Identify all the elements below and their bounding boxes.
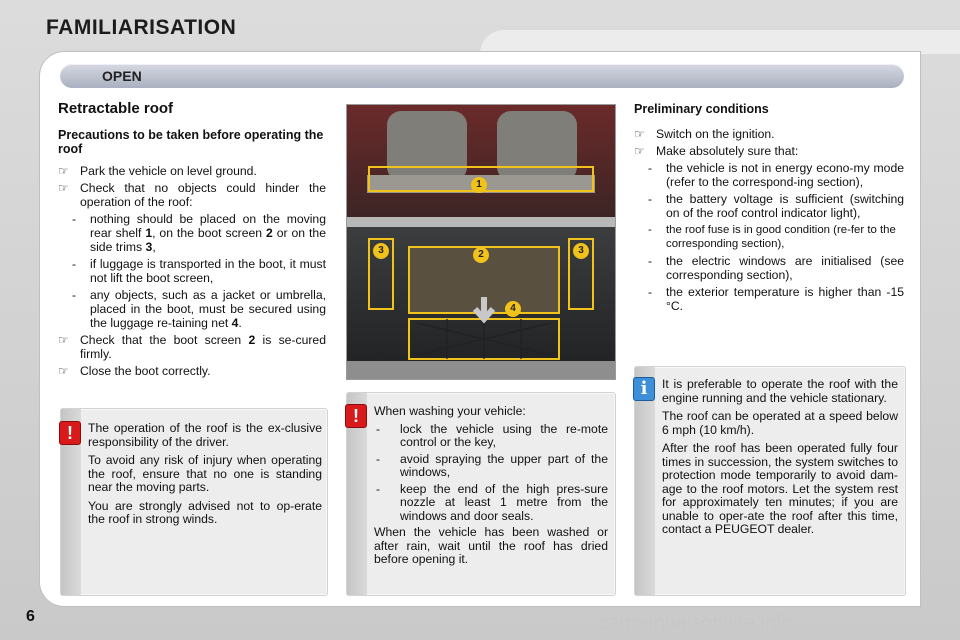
left-column xyxy=(58,102,326,381)
pointing-hand-icon: ☞ xyxy=(58,364,69,378)
callout-2: 2 xyxy=(473,247,489,263)
pointing-hand-icon: ☞ xyxy=(634,144,645,158)
note-strip xyxy=(635,367,655,595)
pointing-hand-icon: ☞ xyxy=(58,333,69,347)
warning-icon: ! xyxy=(59,421,81,445)
callout-3-left: 3 xyxy=(373,243,389,259)
boot-photo xyxy=(346,104,616,380)
warning-note-roof xyxy=(60,408,328,596)
note-text: It is preferable to operate the roof with the engine running and the vehicle stationary. The roof can be operated at a speed below 6 mph (10 km/h). After the roof has been operated fully four times in succession, the system switches to protection mode temporarily to avoid dam-age to the roof motors. Let the system rest for approximately ten minutes; if you are unable to oper-ate the roof after this time, contact a PEUGEOT dealer. xyxy=(662,377,898,536)
sub-list-item: - the vehicle is not in energy econo-my mode (refer to the correspond-ing section), xyxy=(648,161,904,189)
sub-list-item: - the electric windows are initialised (see corresponding section), xyxy=(648,254,904,282)
sub-list-item: - nothing should be placed on the moving rear shelf 1, on the boot screen 2 or on the side trims 3, xyxy=(72,212,326,254)
warning-note-washing xyxy=(346,392,616,596)
callout-1: 1 xyxy=(471,177,487,193)
page-title: FAMILIARISATION xyxy=(46,16,237,39)
section-title: Retractable roof xyxy=(58,100,174,117)
list-item: ☞ Make absolutely sure that: xyxy=(634,144,799,158)
boot-illustration xyxy=(347,105,615,379)
sub-list-item: - if luggage is transported in the boot, it must not lift the boot screen, xyxy=(72,257,326,285)
sub-list-item: - the exterior temperature is higher than -15 °C. xyxy=(648,285,904,313)
section-label: OPEN xyxy=(102,68,142,84)
callout-4: 4 xyxy=(505,301,521,317)
pointing-hand-icon: ☞ xyxy=(58,164,69,178)
watermark: carmanualsonline.info xyxy=(598,612,793,634)
list-item: ☞ Check that no objects could hinder the operation of the roof: xyxy=(58,181,326,209)
pointing-hand-icon: ☞ xyxy=(634,127,645,141)
callout-3-right: 3 xyxy=(573,243,589,259)
right-column xyxy=(634,102,904,316)
sub-list-item: - the roof fuse is in good condition (re-fer to the corresponding section), xyxy=(648,224,896,250)
list-item: ☞ Park the vehicle on level ground. xyxy=(58,164,257,178)
note-text: When washing your vehicle: - lock the vehicle using the re-mote control or the key, - avoid spraying the upper part of the windows, - keep the end of the high pres-sure nozzle at least 1 metre from the windows and door seals. When the vehicle has been washed or after rain, wait until the roof has dried before opening it. xyxy=(374,404,608,566)
sub-list-item: - the battery voltage is sufficient (switching on of the roof control indicator light), xyxy=(648,192,904,220)
info-icon: i xyxy=(633,377,655,401)
list-item: ☞ Close the boot correctly. xyxy=(58,364,211,378)
sub-list-item: - any objects, such as a jacket or umbrella, placed in the boot, must be secured using the luggage re-taining net 4. xyxy=(72,288,326,330)
list-item: ☞ Check that the boot screen 2 is se-cured firmly. xyxy=(58,333,326,361)
pointing-hand-icon: ☞ xyxy=(58,181,69,195)
note-text: The operation of the roof is the ex-clusive responsibility of the driver. To avoid any risk of injury when operating the roof, ensure that no one is standing near the moving parts. You are strongly advised not to op-erate the roof in strong winds. xyxy=(88,421,322,526)
precautions-heading: Precautions to be taken before operating the roof xyxy=(58,128,324,156)
section-bar xyxy=(60,64,904,88)
warning-icon: ! xyxy=(345,404,367,428)
page-number: 6 xyxy=(26,608,35,625)
preliminary-conditions-heading: Preliminary conditions xyxy=(634,102,769,116)
header-tab-decoration xyxy=(480,30,960,54)
list-item: ☞ Switch on the ignition. xyxy=(634,127,775,141)
info-note-roof-operation xyxy=(634,366,906,596)
